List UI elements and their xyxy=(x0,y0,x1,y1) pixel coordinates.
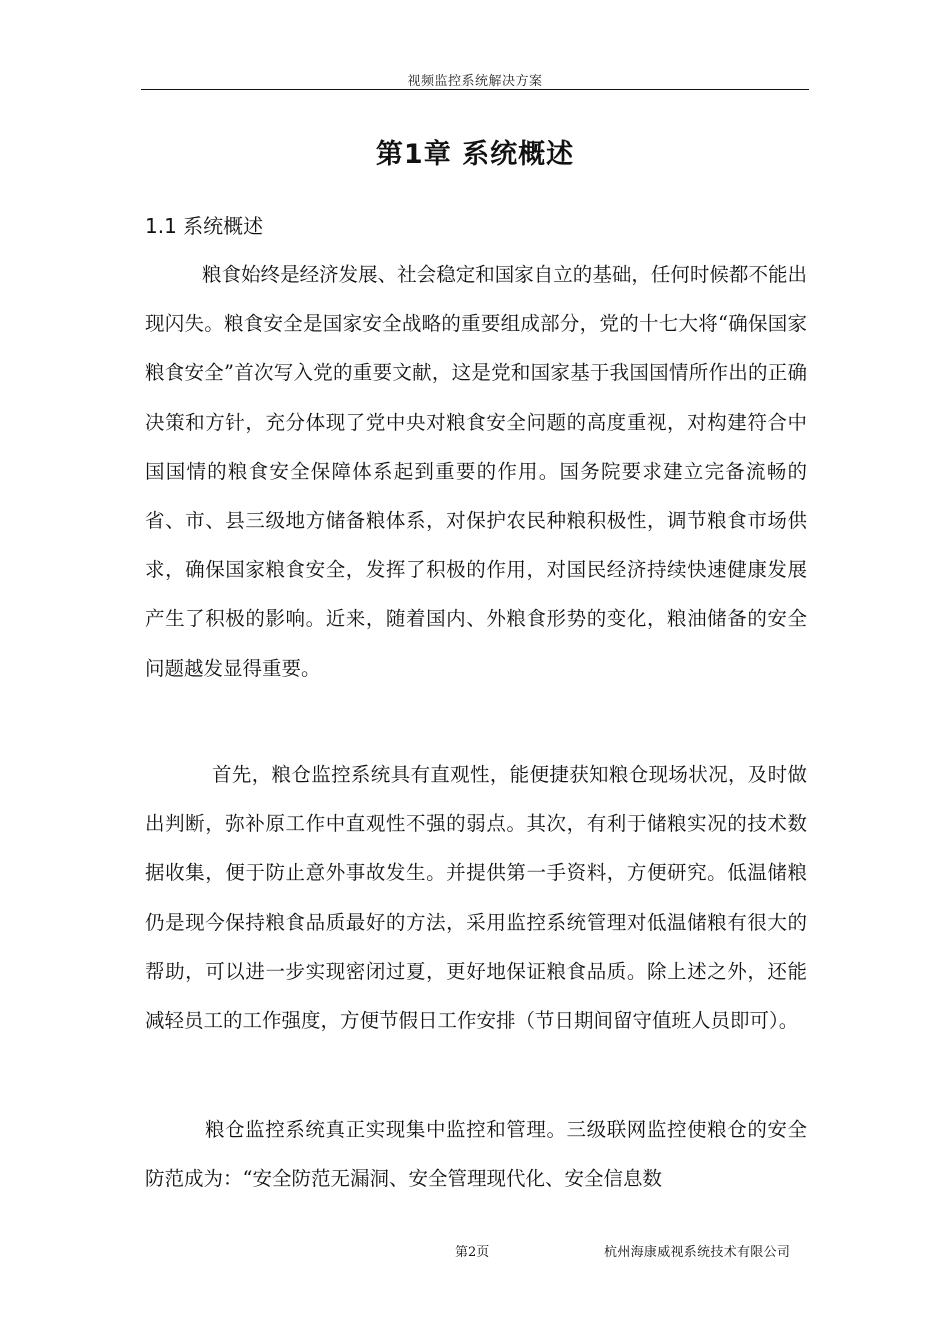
body-paragraph: 粮食始终是经济发展、社会稳定和国家自立的基础，任何时候都不能出现闪失。粮食安全是国家安全战略的重要组成部分，党的十七大将“确保国家粮食安全”首次写入党的重要文献，这是党和国家基于我国国情所作出的正确决策和方针，充分体现了党中央对粮食安全问题的高度重视，对构建符合中国国情的粮食安全保障体系起到重要的作用。国务院要求建立完备流畅的省、市、县三级地方储备粮体系，对保护农民种粮积极性，调节粮食市场供求，确保国家粮食安全，发挥了积极的作用，对国民经济持续快速健康发展产生了积极的影响。近来，随着国内、外粮食形势的变化，粮油储备的安全问题越发显得重要。 xyxy=(145,263,807,680)
footer-page-number: 第2页 xyxy=(455,1245,490,1260)
header-rule xyxy=(141,89,809,90)
chapter-title: 第1章 系统概述 xyxy=(375,139,575,170)
body-paragraph: 粮仓监控系统真正实现集中监控和管理。三级联网监控使粮仓的安全防范成为：“安全防范无漏洞、安全管理现代化、安全信息数 xyxy=(145,1118,807,1191)
running-header: 视频监控系统解决方案 xyxy=(407,74,543,89)
section-heading: 1.1 系统概述 xyxy=(145,214,264,238)
body-paragraph: 首先，粮仓监控系统具有直观性，能便捷获知粮仓现场状况，及时做出判断，弥补原工作中直观性不强的弱点。其次，有利于储粮实况的技术数据收集，便于防止意外事故发生。并提供第一手资料，方便研究。低温储粮仍是现今保持粮食品质最好的方法，采用监控系统管理对低温储粮有很大的帮助，可以进一步实现密闭过夏，更好地保证粮食品质。除上述之外，还能减轻员工的工作强度，方便节假日工作安排（节日期间留守值班人员即可）。 xyxy=(145,763,807,1033)
footer-company-name: 杭州海康威视系统技术有限公司 xyxy=(604,1245,791,1260)
